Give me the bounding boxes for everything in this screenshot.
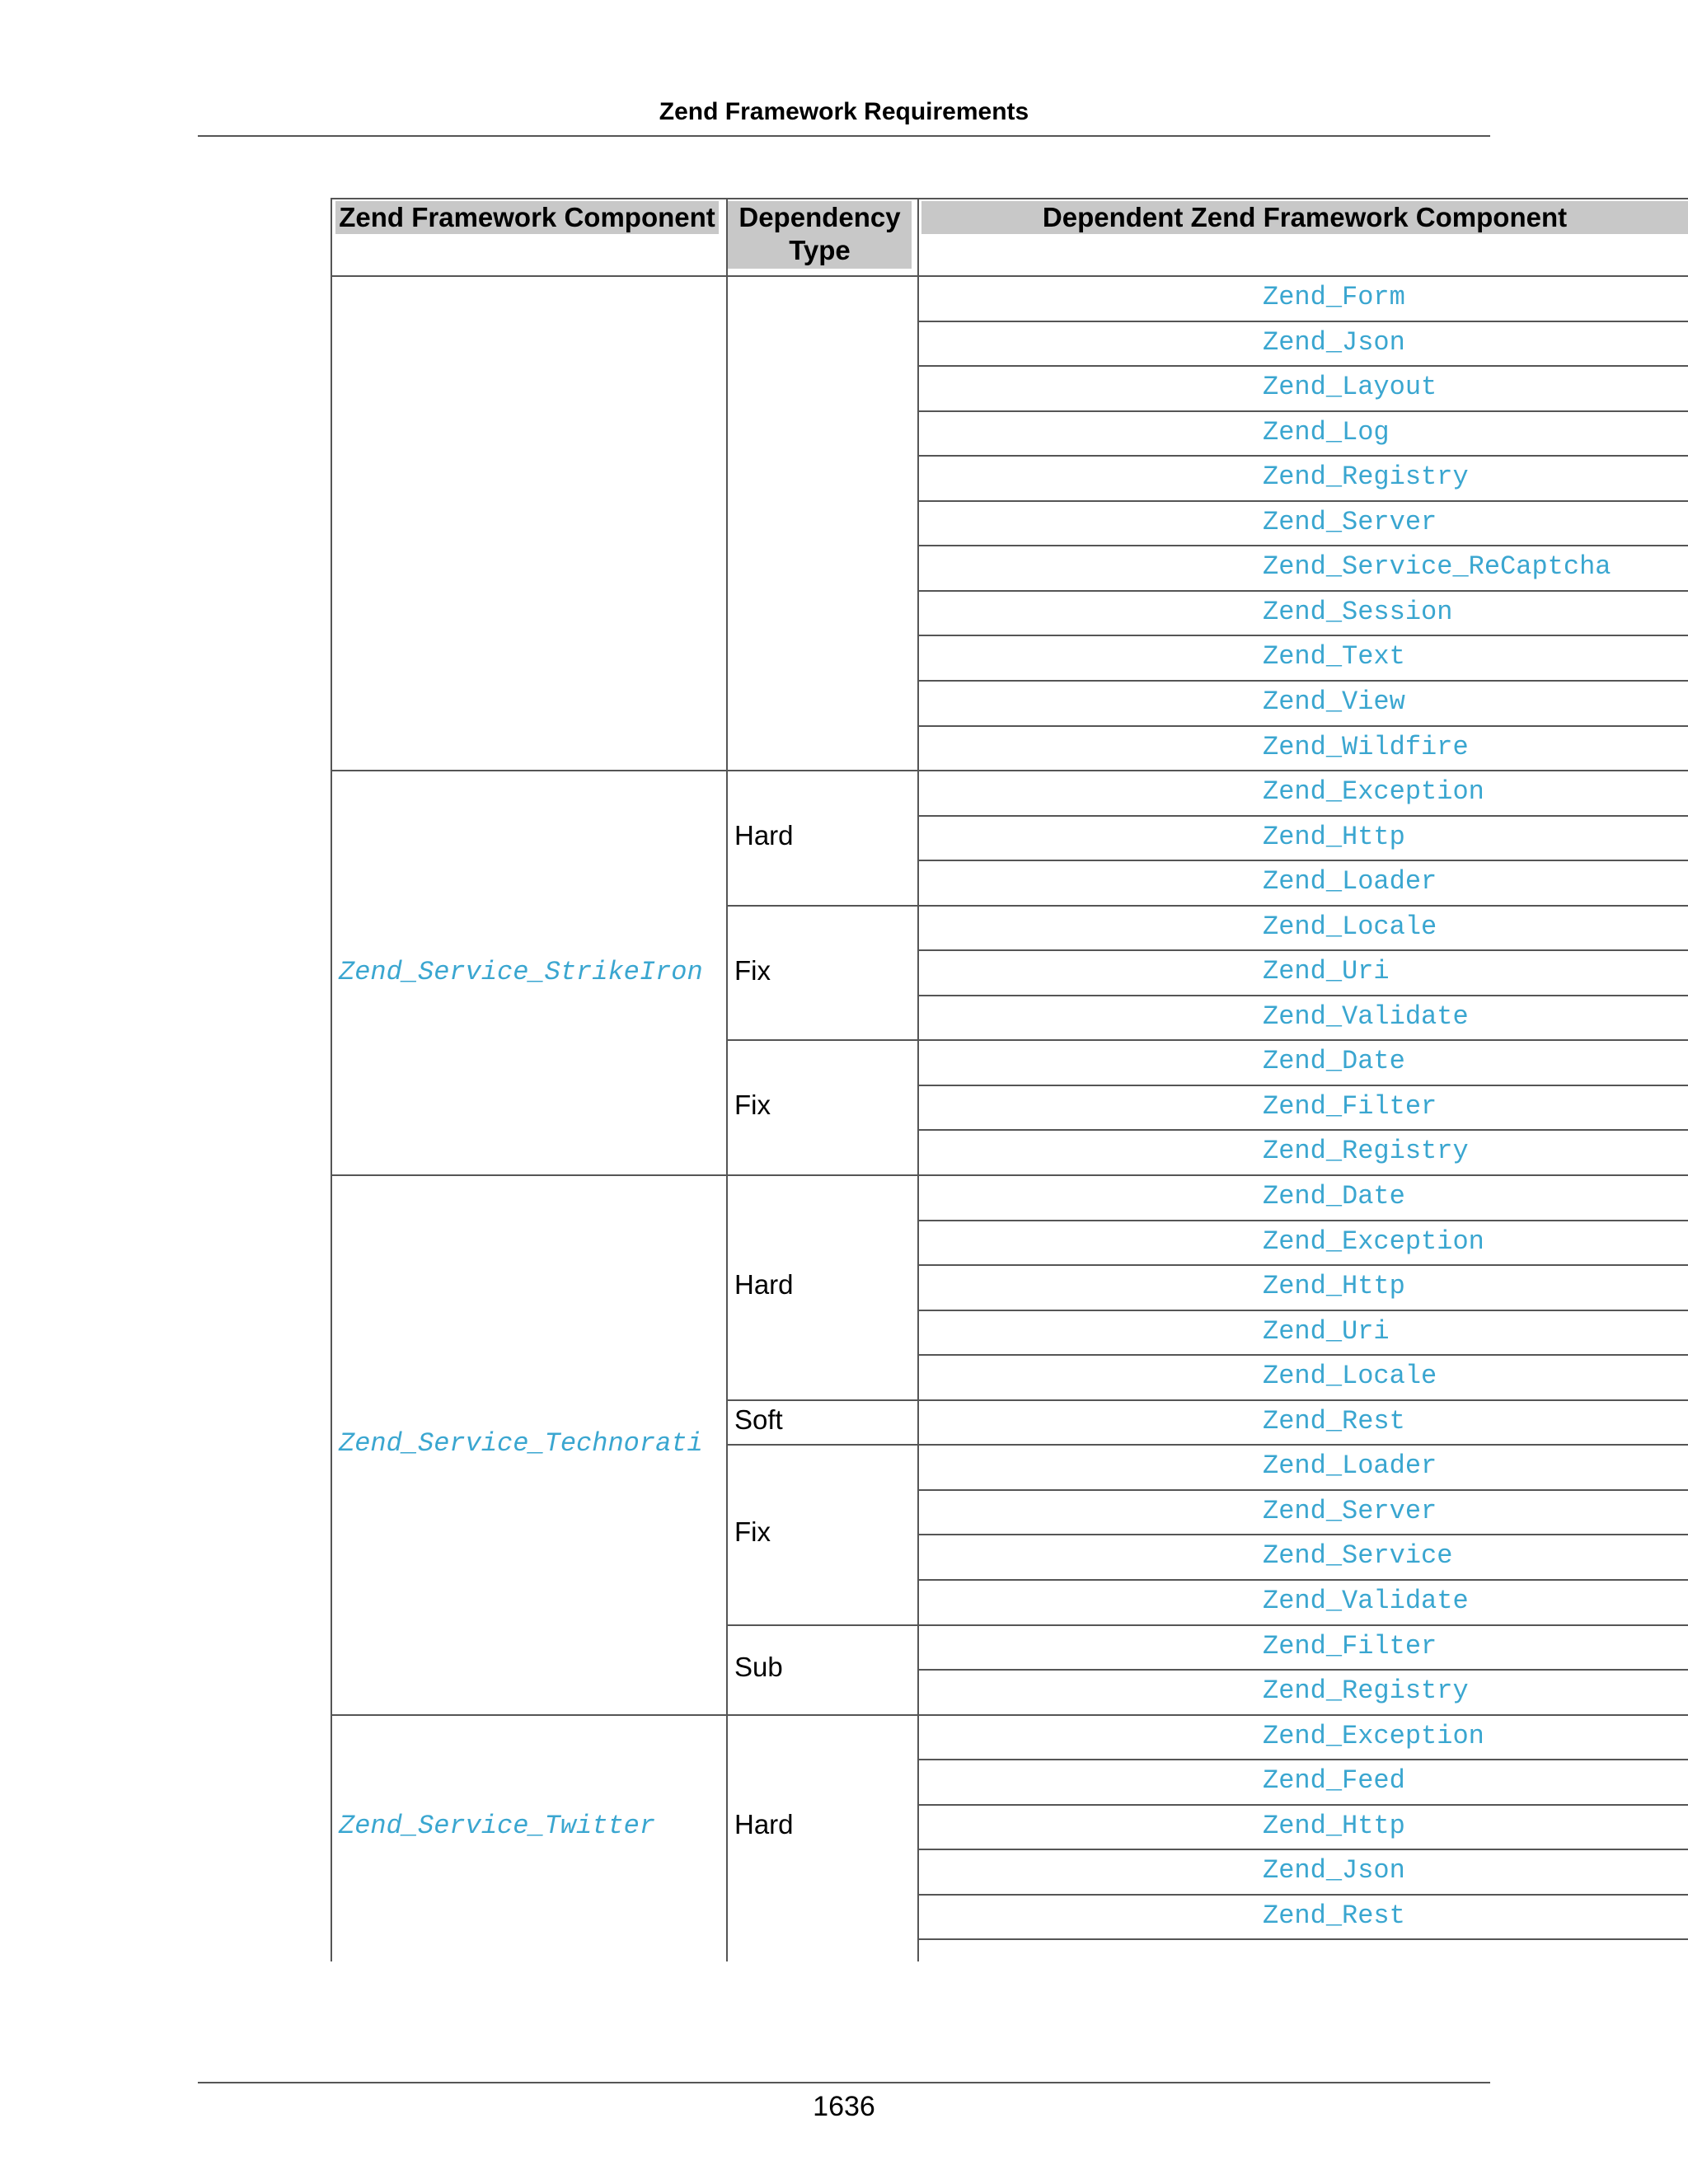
component-name-cell: Zend_Service_Technorati (339, 1428, 703, 1460)
group-border (726, 905, 1688, 907)
dependent-component-cell: Zend_Http (1263, 821, 1405, 852)
row-border (917, 995, 1688, 996)
dependent-component-cell: Zend_Date (1263, 1046, 1405, 1077)
row-border (917, 1085, 1688, 1086)
dependency-type-cell: Sub (734, 1652, 783, 1683)
dependent-component-cell: Zend_Uri (1263, 1315, 1390, 1347)
dependency-type-cell: Fix (734, 954, 771, 986)
dependent-component-cell: Zend_Validate (1263, 1001, 1469, 1032)
dependent-component-cell: Zend_Loader (1263, 866, 1437, 898)
row-border (917, 545, 1688, 546)
dependent-component-cell: Zend_Locale (1263, 1361, 1437, 1392)
row-border (917, 365, 1688, 367)
row-border (917, 1534, 1688, 1535)
dependent-component-cell: Zend_Json (1263, 1855, 1405, 1886)
row-border (917, 1804, 1688, 1806)
row-border (917, 1849, 1688, 1850)
row-border (917, 1894, 1688, 1896)
row-border (917, 590, 1688, 592)
dependent-component-cell: Zend_Service (1263, 1540, 1453, 1572)
row-border (917, 1310, 1688, 1311)
dependency-type-cell: Fix (734, 1516, 771, 1548)
dependent-component-cell: Zend_Service_ReCaptcha (1263, 551, 1611, 583)
dependent-component-cell: Zend_Locale (1263, 911, 1437, 942)
row-border (917, 1579, 1688, 1581)
dependent-component-cell: Zend_Feed (1263, 1765, 1405, 1797)
column-divider-2 (917, 198, 919, 1961)
component-name-cell: Zend_Service_Twitter (339, 1810, 656, 1841)
dependent-component-cell: Zend_Validate (1263, 1585, 1469, 1616)
dependent-component-cell: Zend_Text (1263, 641, 1405, 673)
dependent-component-cell: Zend_Loader (1263, 1451, 1437, 1482)
dependent-component-cell: Zend_Date (1263, 1181, 1405, 1212)
footer-rule (198, 2082, 1490, 2083)
row-border (917, 1220, 1688, 1221)
dependent-component-cell: Zend_Server (1263, 506, 1437, 537)
row-border (917, 725, 1688, 727)
group-border (726, 1444, 1688, 1446)
column-header-dependent: Dependent Zend Framework Component (921, 201, 1688, 234)
dependent-component-cell: Zend_Form (1263, 282, 1405, 312)
dependent-component-cell: Zend_Json (1263, 326, 1405, 358)
dependent-component-cell: Zend_Filter (1263, 1090, 1437, 1122)
row-border (917, 1938, 1688, 1940)
dependency-table (331, 198, 1688, 1961)
row-border (917, 1489, 1688, 1491)
dependent-component-cell: Zend_Uri (1263, 956, 1390, 987)
dependent-component-cell: Zend_Http (1263, 1271, 1405, 1302)
table-top-border (331, 198, 1688, 199)
row-border (917, 1354, 1688, 1356)
row-border (917, 1759, 1688, 1760)
dependent-component-cell: Zend_Registry (1263, 1675, 1469, 1707)
component-border (331, 1714, 1688, 1716)
dependency-type-cell: Hard (734, 1269, 794, 1301)
column-header-component: Zend Framework Component (335, 201, 719, 234)
component-border (331, 770, 1688, 771)
dependent-component-cell: Zend_Rest (1263, 1405, 1405, 1436)
running-header: Zend Framework Requirements (659, 98, 1029, 125)
row-border (917, 500, 1688, 502)
column-header-dependency: Dependency (738, 202, 901, 232)
component-border (331, 1174, 1688, 1176)
dependent-component-cell: Zend_Registry (1263, 462, 1469, 493)
dependent-component-cell: Zend_Layout (1263, 372, 1437, 403)
row-border (917, 949, 1688, 951)
dependent-component-cell: Zend_Server (1263, 1495, 1437, 1526)
column-header-dependency-type (728, 201, 912, 269)
dependent-component-cell: Zend_Exception (1263, 776, 1484, 808)
dependent-component-cell: Zend_Registry (1263, 1136, 1469, 1167)
table-left-border (331, 198, 332, 1961)
header-rule (198, 135, 1490, 137)
group-border (726, 1039, 1688, 1041)
dependent-component-cell: Zend_Wildfire (1263, 731, 1469, 762)
column-header-type: Type (789, 235, 851, 265)
group-border (726, 1399, 1688, 1401)
dependency-type-cell: Fix (734, 1090, 771, 1121)
dependent-component-cell: Zend_Filter (1263, 1630, 1437, 1661)
dependent-component-cell: Zend_Log (1263, 416, 1390, 448)
dependent-component-cell: Zend_Rest (1263, 1900, 1405, 1931)
dependency-type-cell: Hard (734, 819, 794, 851)
component-name-cell: Zend_Service_StrikeIron (339, 956, 703, 987)
page-number: 1636 (813, 2091, 875, 2122)
row-border (917, 1264, 1688, 1266)
row-border (917, 635, 1688, 636)
dependent-component-cell: Zend_Http (1263, 1810, 1405, 1841)
row-border (917, 1129, 1688, 1131)
dependency-type-cell: Soft (734, 1404, 783, 1435)
dependent-component-cell: Zend_Session (1263, 596, 1453, 627)
dependent-component-cell: Zend_View (1263, 686, 1405, 717)
row-border (917, 680, 1688, 682)
row-border (917, 860, 1688, 861)
header-bottom-border (331, 275, 1688, 277)
group-border (726, 1624, 1688, 1626)
row-border (917, 321, 1688, 322)
row-border (917, 1669, 1688, 1671)
row-border (917, 455, 1688, 457)
row-border (917, 815, 1688, 817)
row-border (917, 410, 1688, 412)
column-divider-1 (726, 198, 728, 1961)
dependency-type-cell: Hard (734, 1808, 794, 1840)
dependent-component-cell: Zend_Exception (1263, 1226, 1484, 1257)
dependent-component-cell: Zend_Exception (1263, 1720, 1484, 1751)
